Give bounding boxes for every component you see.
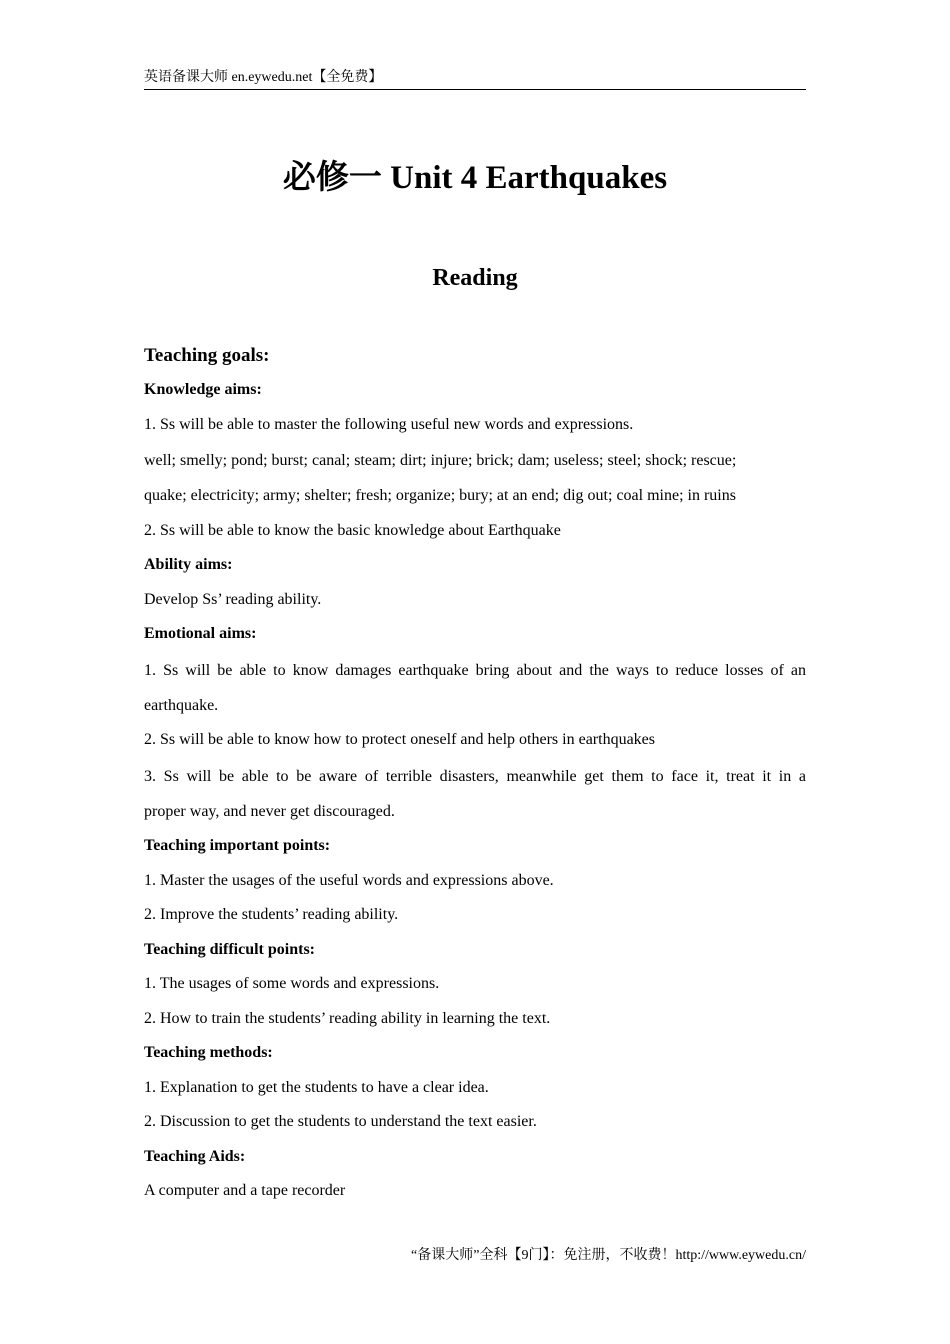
- page-header: 英语备课大师 en.eywedu.net【全免费】: [144, 68, 806, 90]
- document-subtitle: Reading: [432, 265, 518, 291]
- heading-important-points: Teaching important points:: [144, 837, 331, 854]
- heading-emotional-aims: Emotional aims:: [144, 625, 257, 642]
- knowledge-words-line-1: well; smelly; pond; burst; canal; steam; dirt; injure; brick; dam; useless; steel; shock; rescue;: [144, 452, 737, 469]
- emotional-item-1-line-1: 1. Ss will be able to know damages earthquake bring about and the ways to reduce losses of an: [144, 661, 806, 679]
- heading-difficult-points: Teaching difficult points:: [144, 940, 315, 958]
- emotional-item-3-line-1: 3. Ss will be able to be aware of terrible disasters, meanwhile get them to face it, treat it in a: [144, 767, 806, 785]
- method-1: 1. Explanation to get the students to have a clear idea.: [144, 1078, 489, 1096]
- heading-teaching-goals: Teaching goals:: [144, 345, 270, 366]
- teaching-aids-item: A computer and a tape recorder: [144, 1182, 346, 1199]
- emotional-item-2: 2. Ss will be able to know how to protect oneself and help others in earthquakes: [144, 731, 655, 748]
- ability-item-1: Develop Ss’ reading ability.: [144, 590, 322, 608]
- heading-teaching-aids: Teaching Aids:: [144, 1147, 246, 1165]
- heading-knowledge-aims: Knowledge aims:: [144, 381, 262, 398]
- heading-ability-aims: Ability aims:: [144, 556, 233, 573]
- difficult-point-2: 2. How to train the students’ reading ability in learning the text.: [144, 1009, 551, 1027]
- important-point-1: 1. Master the usages of the useful words and expressions above.: [144, 871, 554, 889]
- knowledge-item-2: 2. Ss will be able to know the basic knowledge about Earthquake: [144, 521, 561, 539]
- document-body: [144, 339, 806, 1209]
- knowledge-words-line-2: quake; electricity; army; shelter; fresh; organize; bury; at an end; dig out; coal mine; in ruins: [144, 487, 736, 504]
- difficult-point-1: 1. The usages of some words and expressions.: [144, 975, 440, 992]
- document-title: 必修一 Unit 4 Earthquakes: [282, 160, 668, 196]
- heading-teaching-methods: Teaching methods:: [144, 1044, 273, 1061]
- page-footer: “备课大师”全科【9门】：免注册，不收费！http://www.eywedu.cn/: [411, 1248, 806, 1263]
- emotional-item-1-line-2: earthquake.: [144, 696, 219, 714]
- important-point-2: 2. Improve the students’ reading ability.: [144, 906, 399, 923]
- emotional-item-3-line-2: proper way, and never get discouraged.: [144, 802, 395, 820]
- method-2: 2. Discussion to get the students to understand the text easier.: [144, 1113, 537, 1130]
- knowledge-item-1: 1. Ss will be able to master the following useful new words and expressions.: [144, 415, 634, 433]
